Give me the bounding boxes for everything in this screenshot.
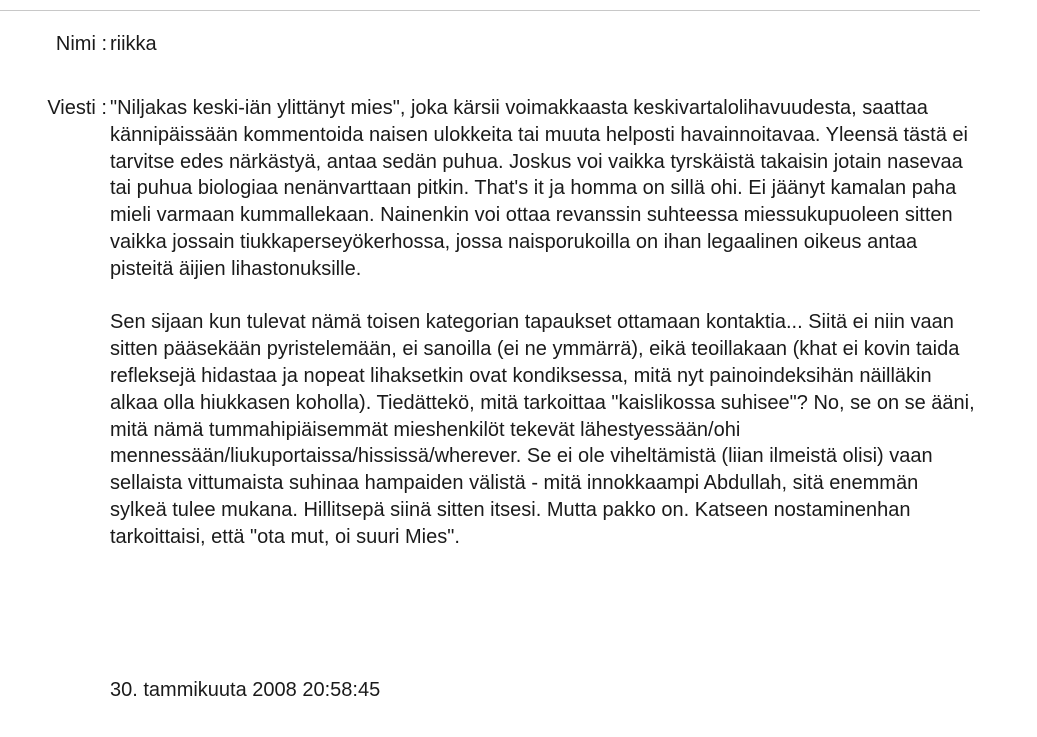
name-label: Nimi : xyxy=(55,33,107,55)
message-paragraph-2: Sen sijaan kun tulevat nämä toisen kategorian tapaukset ottamaan kontaktia... Siitä ei niin vaan sitten pääsekään pyristelemään, ei sanoilla (ei ne ymmärrä), eikä teoillakaan (khat ei kovin taida refleksejä hidastaa ja nopeat lihaksetkin ovat kondiksessa, mitä nyt painoindeksihän näilläkin alkaa olla hiukkasen koholla). Tiedättekö, mitä tarkoittaa "kaislikossa suhisee"? No, se on se ääni, mitä nämä tummahipiäisemmät mieshenkilöt tekevät lähestyessään/ohi mennessään/liukuportaissa/hississä/wherever. Se ei ole viheltämistä (liian ilmeistä olisi) vaan sellaista vittumaista suhinaa hampaiden välistä - mitä innokkaampi Abdullah, sitä enemmän sylkeä tulee mukana. Hillitsepä siinä sitten itsesi. Mutta pakko on. Katseen nostaminenhan tarkoittaisi, että "ota mut, oi suuri Mies". xyxy=(110,311,975,548)
top-divider xyxy=(0,10,980,11)
message-body xyxy=(110,95,980,577)
message-paragraph-1: "Niljakas keski-iän ylittänyt mies", joka kärsii voimakkaasta keskivartalolihavuudesta, saattaa kännipäissään kommentoida naisen ulokkeita tai muuta helposti havainnoitavaa. Yleensä tästä ei tarvitse edes närkästyä, antaa sedän puhua. Joskus voi vaikka tyrskäistä takaisin jotain nasevaa tai puhua biologiaa nenänvarttaan pitkin. That's it ja homma on sillä ohi. Ei jäänyt kamalan paha mieli varmaan kummallekaan. Nainenkin voi ottaa revanssin suhteessa miessukupuoleen sitten vaikka jossain tiukkaperseyökerhossa, jossa naisporukoilla on ihan legaalinen oikeus antaa pisteitä äijien lihastonuksille. xyxy=(110,97,968,280)
post-timestamp: 30. tammikuuta 2008 20:58:45 xyxy=(110,679,381,701)
message-label: Viesti : xyxy=(47,97,107,119)
name-value: riikka xyxy=(110,33,157,55)
